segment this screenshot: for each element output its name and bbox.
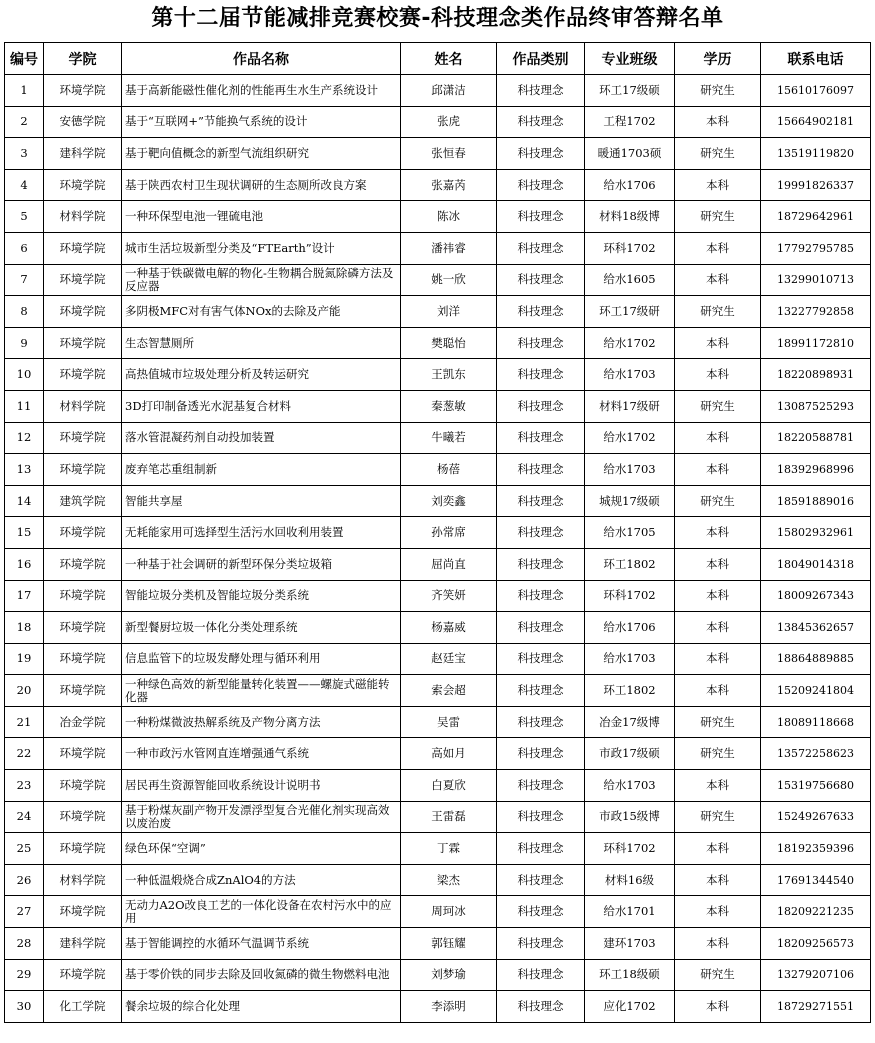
cell-degree: 研究生 [675,959,761,991]
cell-degree: 研究生 [675,706,761,738]
cell-college: 建科学院 [44,928,122,960]
cell-category: 科技理念 [497,706,585,738]
cell-degree: 本科 [675,232,761,264]
cell-class: 给水1702 [585,327,675,359]
cell-college: 环境学院 [44,833,122,865]
cell-class: 环工1802 [585,675,675,707]
cell-class: 环工17级硕 [585,75,675,107]
cell-work-title: 信息监管下的垃圾发酵处理与循环利用 [122,643,401,675]
cell-class: 材料16级 [585,864,675,896]
cell-name: 陈冰 [401,201,497,233]
cell-work-title: 绿色环保“空调” [122,833,401,865]
cell-phone: 18209221235 [761,896,871,928]
finalist-table [4,42,871,1023]
cell-category: 科技理念 [497,264,585,296]
cell-degree: 研究生 [675,296,761,328]
cell-degree: 本科 [675,454,761,486]
cell-category: 科技理念 [497,643,585,675]
cell-class: 给水1702 [585,422,675,454]
table-header-row [5,43,871,75]
cell-college: 化工学院 [44,991,122,1023]
cell-college: 环境学院 [44,548,122,580]
cell-class: 市政17级硕 [585,738,675,770]
cell-degree: 研究生 [675,738,761,770]
cell-college: 建筑学院 [44,485,122,517]
document-title: 第十二届节能减排竞赛校赛-科技理念类作品终审答辩名单 [151,6,724,31]
cell-class: 环科1702 [585,833,675,865]
cell-college: 环境学院 [44,959,122,991]
table-row [5,264,871,296]
cell-degree: 研究生 [675,390,761,422]
cell-college: 环境学院 [44,169,122,201]
header-cell-degree: 学历 [675,43,761,75]
cell-phone: 18220898931 [761,359,871,391]
table-row [5,801,871,833]
table-row [5,896,871,928]
table-row [5,864,871,896]
cell-number: 18 [5,612,44,644]
cell-degree: 本科 [675,264,761,296]
cell-name: 姚一欣 [401,264,497,296]
cell-phone: 13279207106 [761,959,871,991]
cell-class: 材料18级博 [585,201,675,233]
cell-name: 秦葱敏 [401,390,497,422]
cell-work-title: 基于零价铁的同步去除及回收氮磷的微生物燃料电池 [122,959,401,991]
cell-number: 9 [5,327,44,359]
cell-college: 环境学院 [44,264,122,296]
cell-category: 科技理念 [497,675,585,707]
cell-name: 王凯东 [401,359,497,391]
cell-phone: 13227792858 [761,296,871,328]
cell-name: 张虎 [401,106,497,138]
table-row [5,454,871,486]
table-row [5,991,871,1023]
cell-college: 环境学院 [44,422,122,454]
cell-college: 环境学院 [44,359,122,391]
cell-phone: 18049014318 [761,548,871,580]
cell-name: 周珂冰 [401,896,497,928]
cell-phone: 18089118668 [761,706,871,738]
table-row [5,770,871,802]
cell-number: 11 [5,390,44,422]
cell-category: 科技理念 [497,138,585,170]
cell-category: 科技理念 [497,359,585,391]
cell-degree: 本科 [675,359,761,391]
cell-degree: 本科 [675,169,761,201]
cell-number: 10 [5,359,44,391]
cell-work-title: 基于粉煤灰副产物开发漂浮型复合光催化剂实现高效以废治废 [122,801,401,833]
cell-phone: 18392968996 [761,454,871,486]
table-row [5,548,871,580]
table-row [5,706,871,738]
cell-number: 13 [5,454,44,486]
cell-category: 科技理念 [497,959,585,991]
cell-class: 工程1702 [585,106,675,138]
cell-class: 暖通1703硕 [585,138,675,170]
cell-category: 科技理念 [497,517,585,549]
cell-phone: 13087525293 [761,390,871,422]
cell-degree: 本科 [675,991,761,1023]
cell-class: 市政15级博 [585,801,675,833]
cell-category: 科技理念 [497,738,585,770]
cell-category: 科技理念 [497,548,585,580]
cell-work-title: 基于“互联网+”节能换气系统的设计 [122,106,401,138]
cell-category: 科技理念 [497,169,585,201]
cell-number: 1 [5,75,44,107]
cell-name: 吴雷 [401,706,497,738]
cell-class: 建环1703 [585,928,675,960]
cell-degree: 研究生 [675,138,761,170]
cell-name: 李添明 [401,991,497,1023]
cell-college: 环境学院 [44,770,122,802]
cell-work-title: 基于智能调控的水循环气温调节系统 [122,928,401,960]
cell-name: 张恒春 [401,138,497,170]
cell-name: 刘奕鑫 [401,485,497,517]
cell-category: 科技理念 [497,612,585,644]
table-row [5,422,871,454]
cell-phone: 13519119820 [761,138,871,170]
cell-class: 环科1702 [585,580,675,612]
cell-name: 樊聪怡 [401,327,497,359]
cell-degree: 本科 [675,770,761,802]
cell-name: 刘洋 [401,296,497,328]
cell-phone: 15209241804 [761,675,871,707]
cell-degree: 本科 [675,422,761,454]
cell-number: 12 [5,422,44,454]
cell-number: 8 [5,296,44,328]
cell-degree: 研究生 [675,485,761,517]
cell-college: 环境学院 [44,580,122,612]
cell-phone: 17792795785 [761,232,871,264]
cell-name: 张嘉芮 [401,169,497,201]
cell-college: 冶金学院 [44,706,122,738]
cell-name: 杨蓓 [401,454,497,486]
cell-college: 建科学院 [44,138,122,170]
cell-work-title: 餐余垃圾的综合化处理 [122,991,401,1023]
cell-class: 给水1605 [585,264,675,296]
cell-class: 给水1705 [585,517,675,549]
cell-phone: 18591889016 [761,485,871,517]
cell-work-title: 智能垃圾分类机及智能垃圾分类系统 [122,580,401,612]
cell-number: 25 [5,833,44,865]
cell-number: 23 [5,770,44,802]
table-row [5,485,871,517]
cell-college: 环境学院 [44,517,122,549]
table-row [5,390,871,422]
table-row [5,232,871,264]
cell-phone: 15249267633 [761,801,871,833]
cell-phone: 13845362657 [761,612,871,644]
cell-work-title: 一种基于社会调研的新型环保分类垃圾箱 [122,548,401,580]
cell-degree: 本科 [675,833,761,865]
table-row [5,106,871,138]
cell-category: 科技理念 [497,485,585,517]
header-cell-college: 学院 [44,43,122,75]
cell-degree: 本科 [675,612,761,644]
table-row [5,75,871,107]
cell-work-title: 生态智慧厕所 [122,327,401,359]
cell-work-title: 落水管混凝药剂自动投加装置 [122,422,401,454]
cell-name: 王雷磊 [401,801,497,833]
cell-degree: 本科 [675,643,761,675]
cell-category: 科技理念 [497,454,585,486]
cell-phone: 18729271551 [761,991,871,1023]
cell-degree: 本科 [675,928,761,960]
cell-name: 牛曦若 [401,422,497,454]
table-row [5,612,871,644]
cell-work-title: 3D打印制备透光水泥基复合材料 [122,390,401,422]
cell-number: 19 [5,643,44,675]
cell-work-title: 一种低温煅烧合成ZnAlO4的方法 [122,864,401,896]
cell-phone: 18192359396 [761,833,871,865]
cell-category: 科技理念 [497,327,585,359]
header-cell-class: 专业班级 [585,43,675,75]
cell-work-title: 新型餐厨垃圾一体化分类处理系统 [122,612,401,644]
cell-phone: 18991172810 [761,327,871,359]
cell-class: 环科1702 [585,232,675,264]
cell-phone: 13572258623 [761,738,871,770]
cell-number: 17 [5,580,44,612]
cell-category: 科技理念 [497,201,585,233]
cell-name: 杨嘉威 [401,612,497,644]
cell-degree: 本科 [675,675,761,707]
cell-work-title: 智能共享屋 [122,485,401,517]
cell-work-title: 基于陕西农村卫生现状调研的生态厕所改良方案 [122,169,401,201]
cell-number: 30 [5,991,44,1023]
cell-class: 应化1702 [585,991,675,1023]
cell-work-title: 多阴极MFC对有害气体NOx的去除及产能 [122,296,401,328]
cell-name: 刘梦瑜 [401,959,497,991]
cell-number: 22 [5,738,44,770]
cell-number: 24 [5,801,44,833]
cell-college: 环境学院 [44,801,122,833]
cell-college: 安德学院 [44,106,122,138]
cell-work-title: 无耗能家用可选择型生活污水回收利用装置 [122,517,401,549]
cell-degree: 研究生 [675,201,761,233]
header-cell-category: 作品类别 [497,43,585,75]
cell-name: 索会超 [401,675,497,707]
cell-category: 科技理念 [497,928,585,960]
cell-category: 科技理念 [497,580,585,612]
cell-college: 材料学院 [44,390,122,422]
cell-work-title: 居民再生资源智能回收系统设计说明书 [122,770,401,802]
cell-degree: 研究生 [675,801,761,833]
cell-phone: 19991826337 [761,169,871,201]
cell-college: 环境学院 [44,643,122,675]
cell-college: 环境学院 [44,296,122,328]
cell-phone: 17691344540 [761,864,871,896]
cell-class: 给水1703 [585,643,675,675]
cell-degree: 本科 [675,864,761,896]
cell-class: 给水1703 [585,359,675,391]
cell-class: 给水1701 [585,896,675,928]
cell-number: 5 [5,201,44,233]
cell-number: 29 [5,959,44,991]
cell-college: 环境学院 [44,454,122,486]
cell-college: 环境学院 [44,675,122,707]
cell-class: 给水1703 [585,454,675,486]
cell-category: 科技理念 [497,232,585,264]
cell-category: 科技理念 [497,770,585,802]
cell-phone: 15319756680 [761,770,871,802]
cell-work-title: 基于靶向值概念的新型气流组织研究 [122,138,401,170]
header-cell-name: 姓名 [401,43,497,75]
table-row [5,201,871,233]
cell-category: 科技理念 [497,864,585,896]
cell-number: 21 [5,706,44,738]
cell-degree: 研究生 [675,75,761,107]
table-row [5,928,871,960]
table-row [5,296,871,328]
cell-phone: 15664902181 [761,106,871,138]
cell-work-title: 一种环保型电池一锂硫电池 [122,201,401,233]
cell-college: 材料学院 [44,201,122,233]
cell-class: 给水1703 [585,770,675,802]
cell-degree: 本科 [675,896,761,928]
cell-number: 15 [5,517,44,549]
cell-class: 环工1802 [585,548,675,580]
cell-name: 梁杰 [401,864,497,896]
cell-number: 3 [5,138,44,170]
table-row [5,138,871,170]
cell-degree: 本科 [675,517,761,549]
cell-degree: 本科 [675,548,761,580]
cell-category: 科技理念 [497,75,585,107]
table-row [5,959,871,991]
cell-class: 冶金17级博 [585,706,675,738]
cell-category: 科技理念 [497,422,585,454]
cell-name: 邱潇洁 [401,75,497,107]
cell-number: 26 [5,864,44,896]
table-row [5,517,871,549]
cell-college: 环境学院 [44,896,122,928]
cell-class: 环工17级研 [585,296,675,328]
cell-phone: 13299010713 [761,264,871,296]
table-row [5,643,871,675]
cell-category: 科技理念 [497,106,585,138]
cell-degree: 本科 [675,327,761,359]
cell-number: 2 [5,106,44,138]
cell-class: 材料17级研 [585,390,675,422]
cell-degree: 本科 [675,106,761,138]
cell-name: 郭钰耀 [401,928,497,960]
cell-category: 科技理念 [497,991,585,1023]
cell-college: 环境学院 [44,612,122,644]
cell-name: 屈尚直 [401,548,497,580]
cell-number: 16 [5,548,44,580]
cell-college: 环境学院 [44,75,122,107]
cell-college: 环境学院 [44,232,122,264]
cell-category: 科技理念 [497,390,585,422]
cell-phone: 18729642961 [761,201,871,233]
cell-category: 科技理念 [497,801,585,833]
table-row [5,359,871,391]
cell-name: 潘祎睿 [401,232,497,264]
cell-class: 环工18级硕 [585,959,675,991]
cell-work-title: 一种绿色高效的新型能量转化装置——螺旋式磁能转化器 [122,675,401,707]
cell-name: 孙常席 [401,517,497,549]
cell-work-title: 基于高新能磁性催化剂的性能再生水生产系统设计 [122,75,401,107]
cell-work-title: 城市生活垃圾新型分类及“FTEarth”设计 [122,232,401,264]
cell-number: 27 [5,896,44,928]
table-row [5,833,871,865]
cell-work-title: 无动力A2O改良工艺的一体化设备在农村污水中的应用 [122,896,401,928]
cell-name: 赵廷宝 [401,643,497,675]
cell-number: 4 [5,169,44,201]
table-row [5,327,871,359]
cell-category: 科技理念 [497,833,585,865]
cell-degree: 本科 [675,580,761,612]
cell-college: 环境学院 [44,738,122,770]
cell-class: 城规17级硕 [585,485,675,517]
table-row [5,580,871,612]
cell-work-title: 一种粉煤微波热解系统及产物分离方法 [122,706,401,738]
cell-number: 6 [5,232,44,264]
cell-name: 高如月 [401,738,497,770]
cell-number: 14 [5,485,44,517]
cell-phone: 18209256573 [761,928,871,960]
cell-name: 丁霖 [401,833,497,865]
cell-number: 7 [5,264,44,296]
cell-category: 科技理念 [497,296,585,328]
cell-phone: 15610176097 [761,75,871,107]
cell-number: 20 [5,675,44,707]
cell-phone: 18864889885 [761,643,871,675]
cell-work-title: 一种市政污水管网直连增强通气系统 [122,738,401,770]
cell-phone: 18009267343 [761,580,871,612]
cell-phone: 18220588781 [761,422,871,454]
header-cell-number: 编号 [5,43,44,75]
cell-phone: 15802932961 [761,517,871,549]
table-row [5,738,871,770]
cell-college: 材料学院 [44,864,122,896]
cell-class: 给水1706 [585,612,675,644]
header-cell-work-title: 作品名称 [122,43,401,75]
header-cell-phone: 联系电话 [761,43,871,75]
table-row [5,169,871,201]
cell-work-title: 一种基于铁碳微电解的物化-生物耦合脱氮除磷方法及反应器 [122,264,401,296]
cell-name: 齐笑妍 [401,580,497,612]
cell-college: 环境学院 [44,327,122,359]
table-row [5,675,871,707]
cell-class: 给水1706 [585,169,675,201]
cell-work-title: 废弃笔芯重组制新 [122,454,401,486]
cell-work-title: 高热值城市垃圾处理分析及转运研究 [122,359,401,391]
cell-number: 28 [5,928,44,960]
cell-category: 科技理念 [497,896,585,928]
cell-name: 白夏欣 [401,770,497,802]
